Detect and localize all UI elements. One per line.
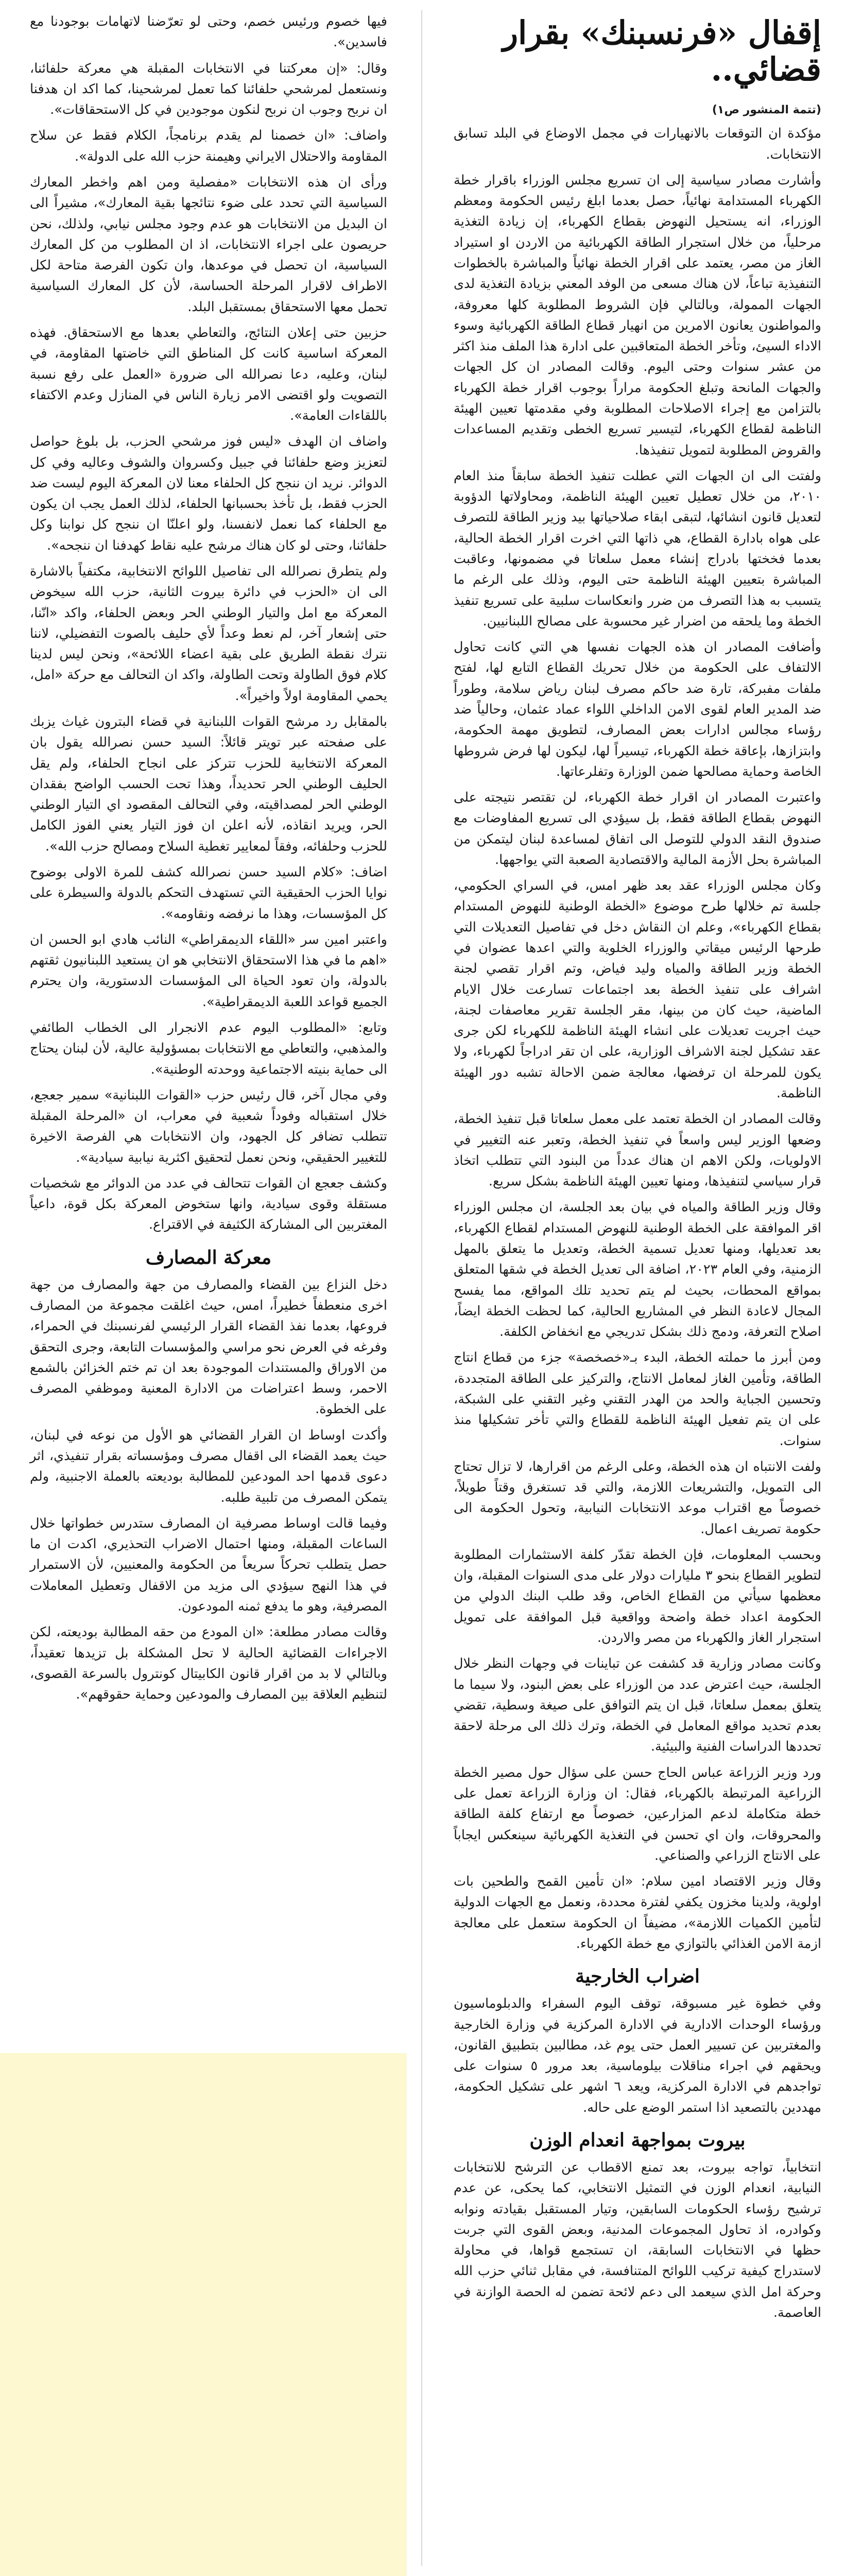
paragraph: ورأى ان هذه الانتخابات «مفصلية ومن اهم واخطر المعارك السياسية التي تحدد على ضوء نتائجها بقية المعارك»، مشيراً الى ان البديل من الانتخابات هو عدم وجود مجلس نيابي، ولذلك، نحن حريصون على اجراء الانتخابات، اذ ان المطلوب من كل المعارك السياسية، ان تحصل في موعدها، وان تكون الفرصة متاحة لكل الاطراف لاقرار المرحلة الحساسة، لأن كل المعارك السياسية تحمل معها الاستحقاق بمستقبل البلد. [30,174,387,315]
paragraph: فيها خصوم ورئيس خصم، وحتى لو تعرّضنا لاتهامات بوجودنا مع فاسدين». [30,14,387,50]
paragraph: واضاف ان الهدف «ليس فوز مرشحي الحزب، بل بلوغ حواصل لتعزيز وضع حلفائنا في جبيل وكسروان والشوف وعاليه وفي كل الدوائر. نريد ان ننجح كل الحلفاء معنا لان المعركة اليوم ليست ضد الحزب فقط، بل تأخذ بحسبانها الحلفاء، لذلك العمل يجب ان يكون مع الحلفاء كما نعمل لانفسنا، ولو اعلنّا ان ننجح كل نوابنا وكل حلفائنا، وحتى لو كان هناك مرشح عليه نقاط كهدفنا ان ننجحه». [30,434,387,553]
paragraph: وفي مجال آخر، قال رئيس حزب «القوات اللبنانية» سمير جعجع، خلال استقباله وفوداً شعبية في معراب، ان «المرحلة المقبلة تتطلب تضافر كل الجهود، وان الانتخابات هي الفرصة الاخيرة للتغيير الحقيقي، ونحن نعمل لتحقيق اكثرية نيابية سيادية». [30,1087,387,1165]
paragraph: وأكدت اوساط ان القرار القضائي هو الأول من نوعه في لبنان، حيث يعمد القضاء الى اقفال مصرف ومؤسساته بقرار تنفيذي، اثر دعوى قدمها احد المودعين للمطالبة بوديعته بالعملة الاجنبية، ولم يتمكن المصرف من تلبية طلبه. [30,1427,387,1505]
paragraph: وقال وزير الطاقة والمياه في بيان بعد الجلسة، ان مجلس الوزراء اقر الموافقة على الخطة الوطنية للنهوض المستدام لقطاع الكهرباء، بعد تعديلها، ومنها تعديل تسمية الخطة، وتعديل ما يتعلق بالمهل الزمنية، وفي العام ٢٠٢٣، اضافة الى تعديل الخطة في شقها المتعلق بمواقع المحطات، بحيث لم يتم تحديد تلك المواقع، مما يفسح المجال لاعادة النظر في المشاريع الحالية، كما لحظت الخطة ايضاً، اصلاح التعرفة، ودمج ذلك بشكل تدريجي مع انخفاض الكلفة. [454,1199,821,1340]
paragraph: وقالت مصادر مطلعة: «ان المودع من حقه المطالبة بوديعته، لكن الاجراءات القضائية الحالية لا تحل المشكلة بل تزيدها تعقيداً، وبالتالي لا بد من اقرار قانون الكابيتال كونترول بالسرعة القصوى، لتنظيم العلاقة بين المصارف والمودعين وحماية حقوقهم». [30,1624,387,1703]
paragraph: واعتبرت المصادر ان اقرار خطة الكهرباء، لن تقتصر نتيجته على النهوض بقطاع الطاقة فقط، بل سيؤدي الى تسريع المفاوضات مع صندوق النقد الدولي للتوصل الى اتفاق لمساعدة لبنان ليتمكن من المباشرة بحل الأزمة المالية والاقتصادية الصعبة التي يواجهها. [454,790,821,868]
paragraph: ولفت الانتباه ان هذه الخطة، وعلى الرغم من اقرارها، لا تزال تحتاج الى التمويل، والتشريعات اللازمة، والتي قد تستغرق وقتاً طويلاً، خصوصاً مع اقتراب موعد الانتخابات النيابية، وتحول الحكومة الى حكومة تصريف اعمال. [454,1459,821,1537]
paragraph: وفي خطوة غير مسبوقة، توقف اليوم السفراء والدبلوماسيون ورؤساء الوحدات الادارية في الادارة المركزية في وزارة الخارجية والمغتربين عن تسيير العمل حتى يوم غد، مطالبين بتطبيق القانون، ويحقهم في اجراء مناقلات بيلوماسية، بعد مرور ٥ سنوات على تواجدهم في الادارة المركزية، ويعد ٦ اشهر على تشكيل الحكومة، مهددين بالتصعيد اذا استمر الوضع على حاله. [454,1996,821,2115]
left-column [0,0,407,2576]
paragraph: وقال وزير الاقتصاد امين سلام: «ان تأمين القمح والطحين بات اولوية، ولدينا مخزون يكفي لفترة محددة، ونعمل مع الجهات الدولية لتأمين الكميات اللازمة»، مضيفاً ان الحكومة ستعمل على معالجة ازمة الامن الغذائي بالتوازي مع خطة الكهرباء. [454,1874,821,1952]
paragraph: وكانت مصادر وزارية قد كشفت عن تباينات في وجهات النظر خلال الجلسة، حيث اعترض عدد من الوزراء على بعض البنود، ولا سيما ما يتعلق بمعمل سلعاتا، قبل ان يتم التوافق على صيغة وسطية، تقضي بعدم تحديد مواقع المعامل في الخطة، وترك ذلك الى مرحلة لاحقة تحددها الدراسات الفنية والبيئية. [454,1656,821,1755]
paragraph: بالمقابل رد مرشح القوات اللبنانية في قضاء البترون غياث يزبك على صفحته عبر تويتر قائلاً: السيد حسن نصرالله يقول بان المعركة الانتخابية للحزب تتركز على انجاح الحلفاء، ولم يقل الحليف الوطني الحر تحديداً، وهذا تحت الحسب الواضح بفقدان الوطني الحر لمصداقيته، وفي التحالف المقصود اي التيار الوطني الحر، ويريد انقاذه، لأنه اعلن ان فوز التيار يعني الفوز الكامل للحزب وحلفائه، وفقاً لمعايير تغطية السلاح ومصالح حزب الله». [30,714,387,854]
section-heading-banks: معركة المصارف [145,1246,272,1268]
highlighted-area [0,2053,407,2576]
section-heading-beirut: بيروت بمواجهة انعدام الوزن [529,2129,746,2151]
paragraph: ورد وزير الزراعة عباس الحاج حسن على سؤال حول مصير الخطة الزراعية المرتبطة بالكهرباء، فقال: ان وزارة الزراعة تعمل على خطة متكاملة لدعم المزارعين، خصوصاً مع ارتفاع كلفة الطاقة والمحروقات، وان اي تحسن في التغذية الكهربائية سينعكس ايجاباً على الانتاج الزراعي والصناعي. [454,1765,821,1863]
paragraph: وقالت المصادر ان الخطة تعتمد على معمل سلعاتا قبل تنفيذ الخطة، وضعها الوزير ليس واسعاً في تنفيذ الخطة، وتعبر عنه التغيير في الاولويات، ولكن الاهم ان هناك عدداً من البنود التي تتطلب اتخاذ قرار سياسي لتنفيذها، ومنها تعيين الهيئة الناظمة بشكل سريع. [454,1111,821,1190]
paragraph: حزبين حتى إعلان النتائج، والتعاطي بعدها مع الاستحقاق. فهذه المعركة اساسية كانت كل المناطق التي خاضتها المقاومة، في لبنان، وعليه، دعا نصرالله الى ضرورة «العمل على رفع نسبة التصويت ولو اقتضى الامر زيارة الناس في المنازل وعدم الاكتفاء باللقاءات العامة». [30,325,387,424]
paragraph: واعتبر امين سر «اللقاء الديمقراطي» النائب هادي ابو الحسن ان «اهم ما في هذا الاستحقاق الانتخابي هو ان يستعيد اللبنانيون ثقتهم بالدولة، وان تعود الحياة الى المؤسسات الدستورية، وان يحترم الجميع قواعد اللعبة الديمقراطية». [30,931,387,1010]
column-divider [421,10,422,2566]
paragraph: وأضافت المصادر ان هذه الجهات نفسها هي التي كانت تحاول الالتفاف على الحكومة من خلال تحريك القطاع التابع لها، لفتح ملفات مفبركة، تارة ضد حاكم مصرف لبنان رياض سلامة، وطوراً ضد المدير العام لقوى الامن الداخلي اللواء عماد عثمان، وحالياً ضد رؤساء مجالس ادارات بعض المصارف، لتطويق مهمة الحكومة، وابتزازها، بإعاقة خطة الكهرباء، تيسيراً لها، ليكون لها فرض شروطها الخاصة وحماية مصالحها ضمن الوزارة وتفلرعاتها. [454,639,821,779]
paragraph: ولفتت الى ان الجهات التي عطلت تنفيذ الخطة سابقاً منذ العام ٢٠١٠، من خلال تعطيل تعيين الهيئة الناظمة، ومحاولاتها الدؤوبة لتعديل قانون انشائها، لتبقى ابقاء صلاحياتها بيد وزير الطاقة للتصرف على هواه بادارة القطاع، هي ذاتها التي اخرت اقرار الخطة الحالية، بعدما فخختها بادراج إنشاء معمل سلعاتا في مضمونها، وعاقبت المباشرة بتعيين الهيئة الناظمة حتى اليوم، وذلك على الرغم ما يتسبب به هذا التصرف من ضرر وانعكاسات سلبية على تسريع تنفيذ الخطة وما يلحقه من اضرار غير محسوبة على مصالح اللبنانيين. [454,468,821,629]
paragraph: دخل النزاع بين القضاء والمصارف من جهة والمصارف من جهة اخرى منعطفاً خطيراً، امس، حيث اغلقت مجموعة من المصارف فروعها، بعدما نفذ القضاء القرار الرئيسي لفرنسبنك في الحمراء، وفرغه في العرض نحو مراسي والمؤسسات التابعة، وجرى التحقق من الاوراق والمستندات الموجودة بعد ان تم ختم الخزائن بالشمع الاحمر، وسط اعتراضات من الادارة المعنية وموظفي المصرف على الخطوة. [30,1277,387,1417]
paragraph: ومن أبرز ما حملته الخطة، البدء بـ«خصخصة» جزء من قطاع انتاج الطاقة، وتأمين الغاز لمعامل الانتاج، والتركيز على الطاقة المتجددة، وتحسين الجباية والحد من الهدر التقني وغير التقني على الشبكة، على ان يتم تفعيل الهيئة الناظمة للقطاع والتي تأخر تشكيلها منذ سنوات. [454,1350,821,1449]
paragraph: وأشارت مصادر سياسية إلى ان تسريع مجلس الوزراء باقرار خطة الكهرباء المستدامة نهائياً، حصل بعدما ابلغ رئيس الحكومة ومعظم الوزراء، انه يستحيل النهوض بقطاع الكهرباء، إن زيادة التغذية مرحلياً، من خلال استجرار الطاقة الكهربائية من الاردن او استيراد الغاز من مصر، يعتمد على اقرار الخطة نهائياً والمباشرة بالخطوات التنفيذية تباعاً، لان هناك مسعى من الوفد المعني بزيادة التغذية لدى الجهات الممولة، وبالتالي فإن الشروط المطلوبة كلها معروفة، والمواطنون يعانون الامرين من انهيار قطاع الطاقة الكهربائية وسوء الاداء السيئ، وتأخر الخطة المتعاقبين على ادارة هذا الملف منذ اكثر من عشر سنوات وحتى اليوم. وقالت المصادر ان كل الجهات والجهات المانحة وتبلغ الحكومة مراراً بوجوب اقرار خطة الكهرباء بالتزامن مع إجراء الاصلاحات المطلوبة وفي مقدمتها تعيين الهيئة الناظمة لقطاع الكهرباء، لتيسير تسريع الخطى وتقديم المساعدات والقروض المطلوبة لتمويل تنفيذها. [454,172,821,458]
paragraph: وقال: «إن معركتنا في الانتخابات المقبلة هي معركة حلفائنا، ونستعمل لمرشحي حلفائنا كما تعمل لمرشحينا، كما اكد ان هدفنا ان نربح وجوب ان نربح لنكون موجودين في كل الاستحقاقات». [30,60,387,118]
paragraph: انتخابياً، تواجه بيروت، بعد تمنع الاقطاب عن الترشح للانتخابات النيابية، انعدام الوزن في التمثيل الانتخابي، كما يحكى، عن عدم ترشيح رؤساء الحكومات السابقين، وتيار المستقبل بقيادته ونوابه وكوادره، اذ تحاول المجموعات المدنية، وبعض القوى التي جربت حظها في الانتخابات السابقة، ان تستجمع قواها، في محاولة لاستدراج كيفية تركيب اللوائح المتنافسة، في مقابل ثنائي حزب الله وحركة امل الذي سيعمد الى دعم لائحة تضمن له الحصة الوازنة في العاصمة. [454,2159,821,2320]
paragraph: واضاف: «ان خصمنا لم يقدم برنامجاً، الكلام فقط عن سلاح المقاومة والاحتلال الايراني وهيمنة حزب الله على الدولة». [30,128,387,164]
paragraph: ولم يتطرق نصرالله الى تفاصيل اللوائح الانتخابية، مكتفياً بالاشارة الى ان «الحزب في دائرة بيروت الثانية، حزب الله سيخوض المعركة مع امل والتيار الوطني الحر وبعض الحلفاء، واكد «انّنا، حتى إشعار آخر، لم نعط وعداً لأي حليف بالصوت التفضيلي، لاننا نترك نقطة الطريق على بقية اعضاء اللائحة»، ونحن ليس لدينا كلام فوق الطاولة وتحت الطاولة، واكد ان التحالف مع حركة «امل، يحمي المقاومة اولاً واخيراً». [30,564,387,704]
paragraph: اضاف: «كلام السيد حسن نصرالله كشف للمرة الاولى بوضوح نوايا الحزب الحقيقية التي تستهدف التحكم بالدولة والسيطرة على كل المؤسسات، وهذا ما نرفضه ونقاومه». [30,864,387,922]
section-heading-external-affairs: اضراب الخارجية [575,1965,700,1988]
right-column [433,0,845,2576]
paragraph: وبحسب المعلومات، فإن الخطة تقدّر كلفة الاستثمارات المطلوبة لتطوير القطاع بنحو ٣ مليارات دولار على مدى السنوات المقبلة، وان معظمها سيأتي من القطاع الخاص، وقد طلب البنك الدولي من الحكومة اعداد خطة واضحة وواقعية قبل الموافقة على تمويل استجرار الغاز والكهرباء من مصر والاردن. [454,1547,822,1646]
article-headline: إقفال «فرنسبنك» بقرار قضائي.. [503,14,821,89]
paragraph: وتابع: «المطلوب اليوم عدم الانجرار الى الخطاب الطائفي والمذهبي، والتعاطي مع الانتخابات بمسؤولية عالية، لأن لبنان يحتاج الى حماية بنيته الاجتماعية ووحدته الوطنية». [30,1020,387,1077]
paragraph: وكان مجلس الوزراء عقد بعد ظهر امس، في السراي الحكومي، جلسة تم خلالها طرح موضوع «الخطة الوطنية للنهوض المستدام بقطاع الكهرباء»، وعلم ان النقاش دخل في تفاصيل التعديلات التي طرحها الرئيس ميقاتي والوزراء الخلوية والتي اعدها عضوان في الخطة وزير الطاقة والمياه وليد فياض، وتم اقرار تقصي لجنة اشراف على تنفيذ الخطة بعد اجتماعات تسارعت خلال الايام الماضية، حيث كان من بينها، مقر الجلسة تقرير معاصفات لجنة، حيث اجريت تعديلات على انشاء الهيئة الناظمة للكهرباء لكن جرى عقد تشكيل لجنة الاشراف الوزارية، على ان تقر ادراجاً لكهرباء، ولا يكون للمرحلة ان ترفضها، معالجة ضمن الاحالة تشبه دور الهيئة الناظمة. [454,878,821,1101]
paragraph: وكشف جعجع ان القوات تتحالف في عدد من الدوائر مع شخصيات مستقلة وقوى سيادية، وانها ستخوض المعركة بكل قوة، داعياً المغتربين الى المشاركة الكثيفة في الاقتراع. [30,1175,387,1233]
continuation-note: (تتمة المنشور ص١) [712,103,821,116]
paragraph: وفيما قالت اوساط مصرفية ان المصارف ستدرس خطواتها خلال الساعات المقبلة، ومنها احتمال الاضراب التحذيري، اكدت ان ما حصل يتطلب تحركاً سريعاً من الحكومة والمعنيين، لأن الاستمرار في هذا النهج سيؤدي الى مزيد من الاقفال وتعطيل المعاملات المصرفية، وهو ما يدفع ثمنه المودعون. [30,1515,387,1614]
paragraph: مؤكدة ان التوقعات بالانهيارات في مجمل الاوضاع في البلد تسابق الانتخابات. [454,126,821,162]
